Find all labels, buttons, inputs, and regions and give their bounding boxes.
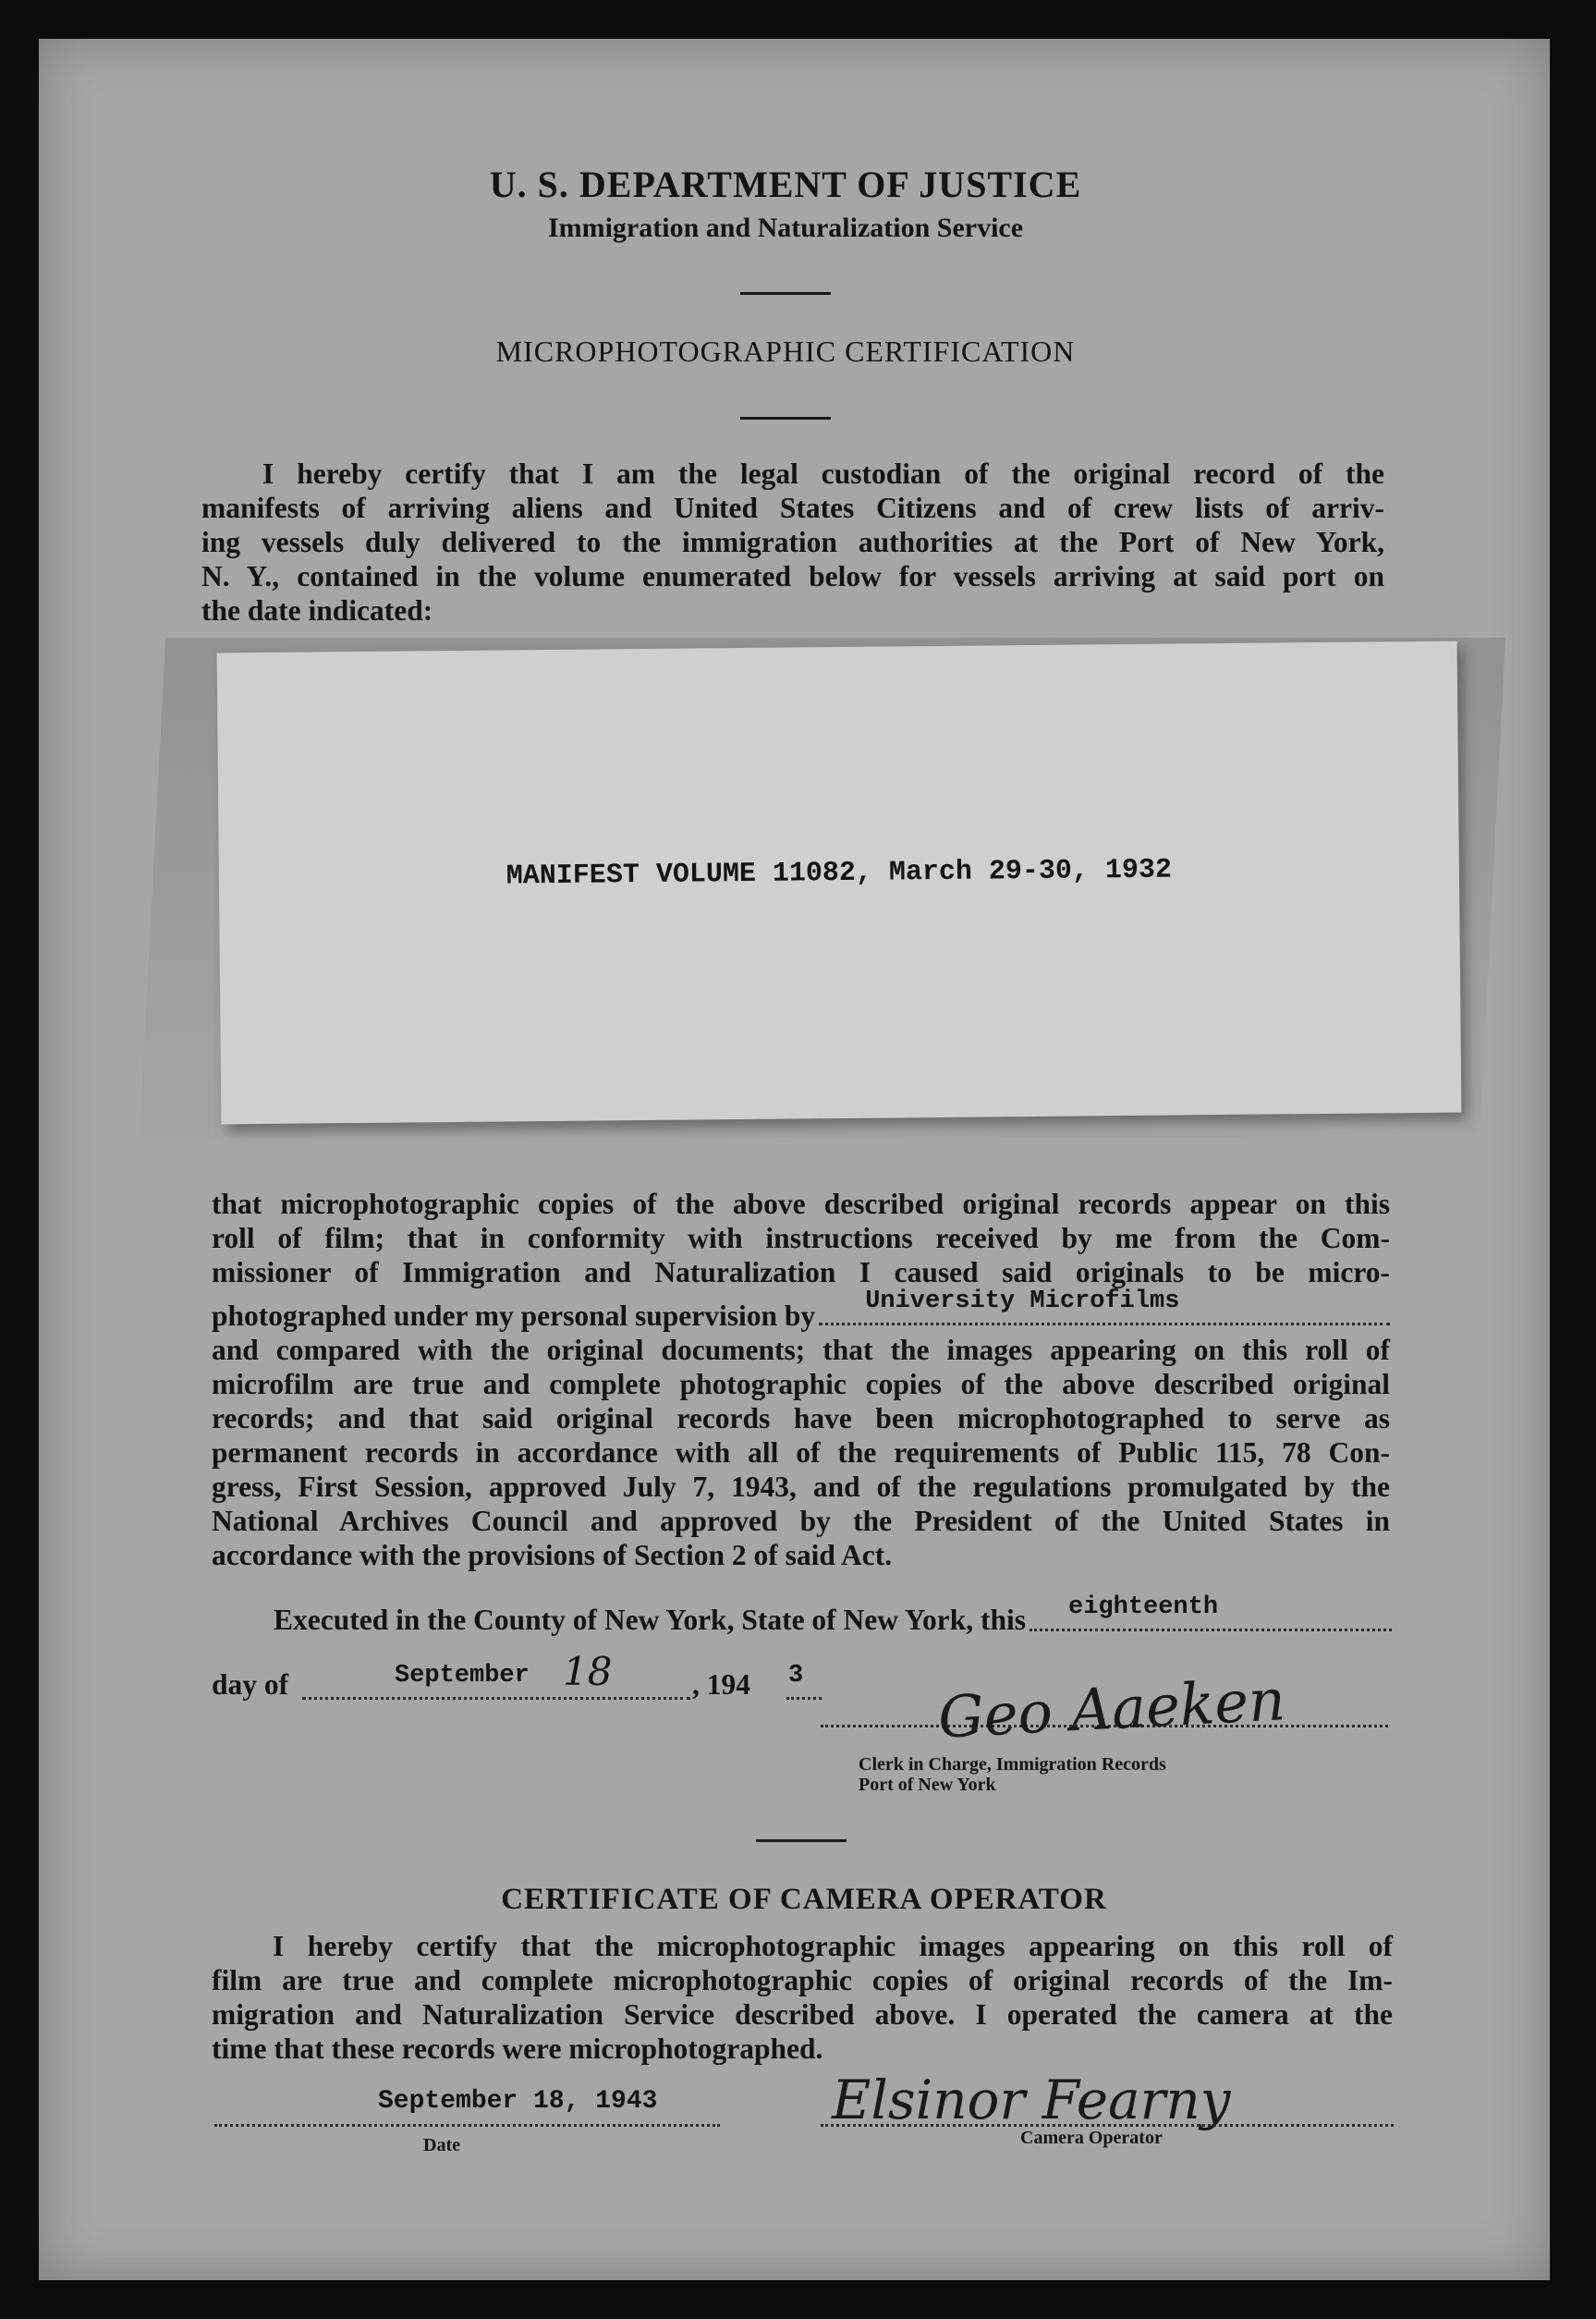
supervision-line	[212, 1289, 1390, 1333]
year-field	[786, 1667, 822, 1700]
certification-title: MICROPHOTOGRAPHIC CERTIFICATION	[495, 335, 1076, 368]
camera-line: I hereby certify that the microphotographic images appearing on this roll of	[273, 1930, 1393, 1962]
day-word-field	[1029, 1593, 1392, 1631]
clerk-title	[859, 1754, 1166, 1795]
body-line: National Archives Council and approved by the President of the United States in	[212, 1505, 1390, 1537]
body-line: roll of film; that in conformity with instructions received by me from the Com-	[212, 1222, 1390, 1254]
intro-paragraph	[201, 457, 1384, 628]
clerk-title-line: Port of New York	[859, 1775, 996, 1795]
operator-label: Camera Operator	[1020, 2128, 1163, 2148]
manifest-card	[217, 641, 1462, 1125]
body-line: that microphotographic copies of the above described original records appear on this	[212, 1188, 1390, 1220]
title-divider	[740, 417, 831, 420]
body-line: gress, First Session, approved July 7, 1943, and of the regulations promulgated by the	[212, 1471, 1390, 1503]
date-line	[212, 1649, 859, 1703]
intro-line: the date indicated:	[201, 594, 433, 627]
clerk-signature: Geo Aaeken	[936, 1666, 1287, 1751]
intro-line: manifests of arriving aliens and United States Citizens and of crew lists of arriv-	[201, 492, 1384, 524]
month-value: September	[395, 1662, 530, 1690]
year-prefix: , 194	[692, 1668, 750, 1701]
body-line: records; and that said original records have been microphotographed to serve as	[212, 1402, 1390, 1434]
executed-label: Executed in the County of New York, State of New York, this	[274, 1604, 1027, 1636]
operator-signature: Elsinor Fearny	[832, 2069, 1231, 2131]
body-line: missioner of Immigration and Naturalization I caused said originals to be micro-	[212, 1256, 1390, 1288]
camera-line: migration and Naturalization Service described above. I operated the camera at the	[212, 1998, 1393, 2031]
camera-line: film are true and complete microphotographic copies of original records of the Im-	[212, 1964, 1393, 1996]
year-digit: 3	[788, 1662, 804, 1690]
supervision-field	[819, 1288, 1390, 1325]
section-divider	[756, 1839, 847, 1842]
camera-line: time that these records were microphotographed.	[212, 2032, 823, 2065]
camera-operator-heading: CERTIFICATE OF CAMERA OPERATOR	[501, 1883, 1107, 1916]
clerk-title-line: Clerk in Charge, Immigration Records	[859, 1754, 1166, 1775]
department-title: U. S. DEPARTMENT OF JUSTICE	[489, 164, 1082, 205]
execution-line	[274, 1593, 1392, 1637]
body-line: microfilm are true and complete photographic copies of the above described original	[212, 1368, 1390, 1400]
header-divider	[740, 292, 831, 295]
body-line: and compared with the original documents; that the images appearing on this roll of	[212, 1334, 1390, 1366]
body-paragraph	[212, 1187, 1390, 1572]
operator-signature-line	[821, 2122, 1394, 2127]
day-of-label: day of	[212, 1668, 289, 1701]
supervision-name: University Microfilms	[865, 1288, 1180, 1315]
body-line: permanent records in accordance with all of the requirements of Public 115, 78 Con-	[212, 1436, 1390, 1469]
operator-date-value: September 18, 1943	[378, 2087, 658, 2116]
camera-operator-paragraph	[212, 1929, 1393, 2066]
manifest-volume-text: MANIFEST VOLUME 11082, March 29-30, 1932	[506, 854, 1173, 893]
service-subtitle: Immigration and Naturalization Service	[547, 213, 1024, 243]
body-line: accordance with the provisions of Section 2 of said Act.	[212, 1539, 893, 1571]
operator-date-label: Date	[423, 2135, 460, 2155]
day-word: eighteenth	[1068, 1593, 1219, 1621]
intro-line: I hereby certify that I am the legal custodian of the original record of the	[262, 458, 1384, 490]
day-number: 18	[563, 1649, 613, 1694]
intro-line: ing vessels duly delivered to the immigration authorities at the Port of New York,	[201, 526, 1384, 558]
intro-line: N. Y., contained in the volume enumerated below for vessels arriving at said port on	[201, 560, 1384, 592]
supervision-label: photographed under my personal supervision by	[212, 1300, 816, 1332]
operator-date-line	[214, 2122, 720, 2127]
